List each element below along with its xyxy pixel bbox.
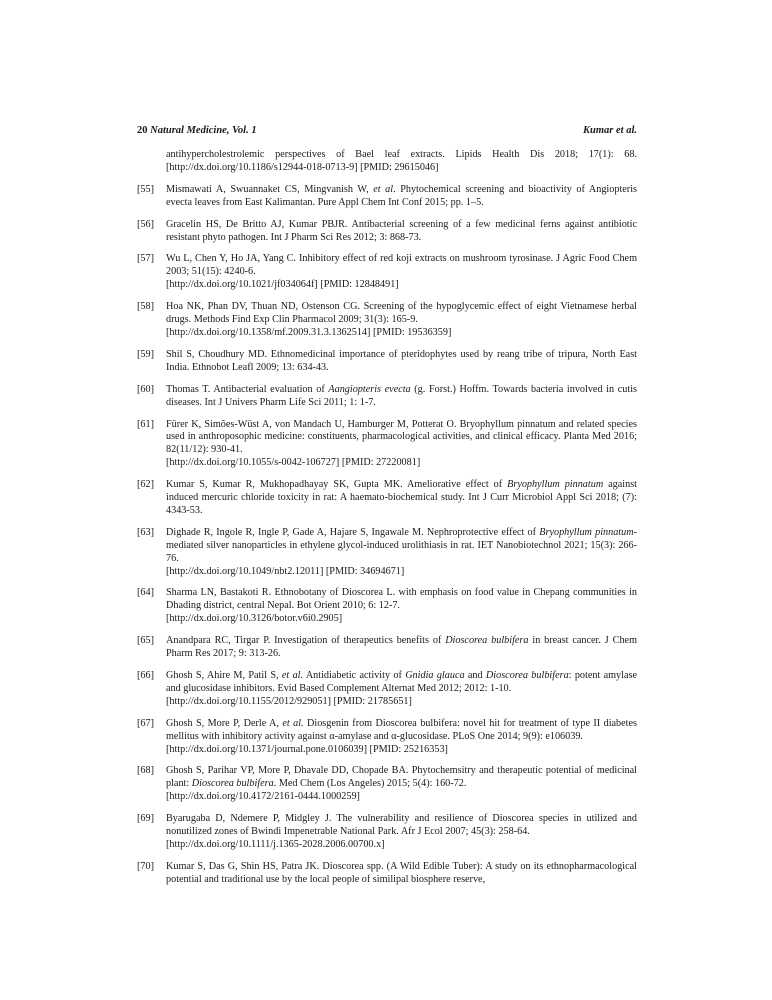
reference-text-segment: Fürer K, Simões-Wüst A, von Mandach U, Hamburger M, Potterat O. Bryophyllum pinnatum and related species used in anthroposophic medicine: constituents, pharmacological activities, and clinical efficacy. Planta Med 2016; 82(11/12): 930-41. (166, 418, 637, 456)
reference-text (166, 384, 637, 410)
reference-text (166, 670, 637, 709)
reference-item (137, 670, 637, 709)
reference-italic-term: Dioscorea bulbifera (191, 778, 274, 790)
reference-text-segment: against induced mercuric chloride toxicity in rat: A haemato-biochemical study. Int J Curr Microbiol Appl Sci 2018; (7): 4343-53. (166, 479, 637, 516)
reference-text (166, 861, 637, 887)
reference-item (137, 301, 637, 340)
reference-text-segment: Sharma LN, Bastakoti R. Ethnobotany of Dioscorea L. with emphasis on food value in Chepang communities in Dhading district, central Nepal. Bot Orient 2010; 6: 12-7. (166, 587, 637, 612)
reference-text-segment: Anandpara RC, Tirgar P. Investigation of therapeutics benefits of (166, 635, 446, 647)
reference-number: [68] (137, 765, 154, 777)
reference-continuation (137, 149, 637, 175)
reference-text (166, 219, 637, 245)
reference-italic-term: et al. (282, 717, 304, 729)
reference-text (166, 301, 637, 340)
reference-text-segment: . Med Chem (Los Angeles) 2015; 5(4): 160-72. (273, 778, 467, 790)
reference-item (137, 184, 637, 210)
reference-doi-link[interactable]: [http://dx.doi.org/10.3126/botor.v6i0.2905] (166, 613, 343, 625)
reference-item (137, 527, 637, 579)
reference-item (137, 861, 637, 887)
reference-text (166, 718, 637, 757)
reference-item (137, 813, 637, 852)
reference-number: [69] (137, 813, 154, 825)
reference-number: [70] (137, 860, 154, 872)
reference-doi-link[interactable]: [http://dx.doi.org/10.1021/jf034064f] [PMID: 12848491] (166, 279, 399, 291)
reference-text-segment: Hoa NK, Phan DV, Thuan ND, Ostenson CG. Screening of the hypoglycemic effect of eight Vietnamese herbal drugs. Methods Find Exp Clin Pharmacol 2009; 31(3): 165-9. (166, 301, 637, 326)
reference-text (166, 419, 637, 471)
reference-list (137, 149, 637, 896)
reference-number: [58] (137, 301, 154, 313)
reference-doi-link[interactable]: [http://dx.doi.org/10.1358/mf.2009.31.3.1362514] [PMID: 19536359] (166, 326, 452, 338)
reference-number: [63] (137, 526, 154, 538)
reference-number: [62] (137, 479, 154, 491)
reference-text (166, 765, 637, 804)
reference-doi-link[interactable]: [http://dx.doi.org/10.1155/2012/929051] [PMID: 21785651] (166, 695, 412, 707)
running-header (137, 125, 637, 141)
reference-text-segment: Kumar S, Kumar R, Mukhopadhayay SK, Gupta MK. Ameliorative effect of (166, 479, 508, 491)
continuation-text: antihypercholestrolemic perspectives of Bael leaf extracts. Lipids Health Dis 2018; 17(1): 68. (166, 149, 637, 160)
reference-item (137, 419, 637, 471)
reference-text-segment: Wu L, Chen Y, Ho JA, Yang C. Inhibitory effect of red koji extracts on mushroom tyrosinase. J Agric Food Chem 2003; 51(15): 4240-6. (166, 253, 637, 278)
header-left (137, 125, 257, 136)
reference-item (137, 635, 637, 661)
reference-text-segment: Ghosh S, Ahire M, Patil S, (166, 670, 282, 681)
reference-number: [56] (137, 218, 154, 230)
reference-text-segment: Shil S, Choudhury MD. Ethnomedicinal importance of pteridophytes used by reang tribe of tripura, North East India. Ethnobot Leafl 2009; 13: 634-43. (166, 348, 637, 373)
reference-doi-link[interactable]: [http://dx.doi.org/10.1111/j.1365-2028.2006.00700.x] (166, 838, 385, 850)
reference-number: [65] (137, 635, 154, 647)
page-number: 20 (137, 125, 148, 136)
reference-text (166, 479, 637, 518)
reference-text-segment: Diosgenin from Dioscorea bulbifera: novel hit for treatment of type II diabetes mellitus with inhibitory activity against α-amylase and α-glucosidase. PLoS One 2014; 9(9): e106039. (166, 717, 637, 742)
reference-text-segment: Thomas T. Antibacterial evaluation of (166, 383, 329, 395)
reference-text-segment: . Phytochemical screening and bioactivity of Angiopteris evecta leaves from East Kalimantan. Pure Appl Chem Int Conf 2015; pp. 1–5. (166, 183, 637, 208)
reference-text-segment: and (464, 670, 486, 681)
reference-text (166, 349, 637, 375)
reference-text-segment: Antidiabetic activity of (303, 670, 406, 681)
reference-italic-term: et al. (281, 670, 304, 681)
reference-italic-term: Dioscorea bulbifera (485, 670, 569, 681)
reference-text-segment: Kumar S, Das G, Shin HS, Patra JK. Dioscorea spp. (A Wild Edible Tuber): A study on its ethnopharmacological potential and traditional use by the local people of similipal biosphere reserve, (166, 860, 637, 885)
reference-entries (137, 184, 637, 887)
reference-text-segment: Mismawati A, Swuannaket CS, Mingvanish W, (166, 183, 374, 195)
reference-number: [55] (137, 183, 154, 195)
reference-text-segment: Dighade R, Ingole R, Ingle P, Gade A, Hajare S, Ingawale M. Nephroprotective effect of (166, 526, 540, 538)
reference-number: [64] (137, 587, 154, 599)
reference-italic-term: et al (373, 183, 394, 195)
reference-text-segment: Ghosh S, Parihar VP, More P, Dhavale DD, Chopade BA. Phytochemsitry and therapeutic potential of medicinal plant: (166, 765, 637, 790)
reference-number: [59] (137, 348, 154, 360)
reference-text-segment: -mediated silver nanoparticles in ethylene glycol-induced urolithiasis in rat. IET Nanobiotechnol 2021; 15(3): 266-76. (166, 526, 637, 564)
reference-doi-link[interactable]: [http://dx.doi.org/10.1371/journal.pone.0106039] [PMID: 25216353] (166, 743, 448, 755)
reference-item (137, 587, 637, 626)
reference-number: [60] (137, 383, 154, 395)
reference-item (137, 718, 637, 757)
journal-title: Natural Medicine, Vol. 1 (150, 125, 257, 136)
reference-item (137, 349, 637, 375)
reference-text (166, 635, 637, 661)
reference-item (137, 479, 637, 518)
reference-doi-link[interactable]: [http://dx.doi.org/10.1055/s-0042-106727] [PMID: 27220081] (166, 457, 421, 469)
reference-item (137, 253, 637, 292)
reference-text (166, 813, 637, 852)
reference-item (137, 765, 637, 804)
reference-italic-term: Bryophyllum pinnatum (539, 526, 634, 538)
reference-italic-term: Gnidia glauca (405, 670, 465, 681)
reference-doi-link[interactable]: [http://dx.doi.org/10.1049/nbt2.12011] [PMID: 34694671] (166, 565, 405, 577)
reference-text-segment: Ghosh S, More P, Derle A, (166, 717, 283, 729)
reference-text (166, 527, 637, 579)
reference-doi-link[interactable]: [http://dx.doi.org/10.4172/2161-0444.1000259] (166, 791, 360, 803)
reference-italic-term: Aangiopteris evecta (328, 383, 411, 395)
header-authors: Kumar et al. (583, 125, 637, 136)
reference-text (166, 587, 637, 626)
reference-italic-term: Bryophyllum pinnatum (507, 479, 604, 491)
reference-text-segment: (g. Forst.) Hoffm. Towards bacteria involved in cutis diseases. Int J Univers Pharm Life Sci 2011; 1: 1-7. (166, 383, 637, 408)
continuation-url[interactable]: [http://dx.doi.org/10.1186/s12944-018-0713-9] [PMID: 29615046] (166, 161, 439, 173)
reference-number: [57] (137, 253, 154, 265)
reference-number: [61] (137, 418, 154, 430)
reference-number: [67] (137, 717, 154, 729)
reference-item (137, 219, 637, 245)
reference-text (166, 184, 637, 210)
reference-text-segment: Byarugaba D, Ndemere P, Midgley J. The vulnerability and resilience of Dioscorea species in utilized and nonutilized zones of Bwindi Impenetrable National Park. Afr J Ecol 2007; 45(3): 258-64. (166, 813, 637, 838)
reference-italic-term: Dioscorea bulbifera (445, 635, 529, 647)
reference-item (137, 384, 637, 410)
reference-text-segment: in breast cancer. J Chem Pharm Res 2017; 9: 313-26. (166, 635, 637, 660)
reference-number: [66] (137, 670, 154, 681)
reference-text-segment: Gracelin HS, De Britto AJ, Kumar PBJR. Antibacterial screening of a few medicinal ferns against antibiotic resistant phyto pathogen. Int J Pharm Sci Res 2012; 3: 868-73. (166, 218, 637, 243)
reference-text-segment: : potent amylase and glucosidase inhibitors. Evid Based Complement Alternat Med 2012; 2012: 1-10. (166, 670, 637, 694)
reference-text (166, 253, 637, 292)
